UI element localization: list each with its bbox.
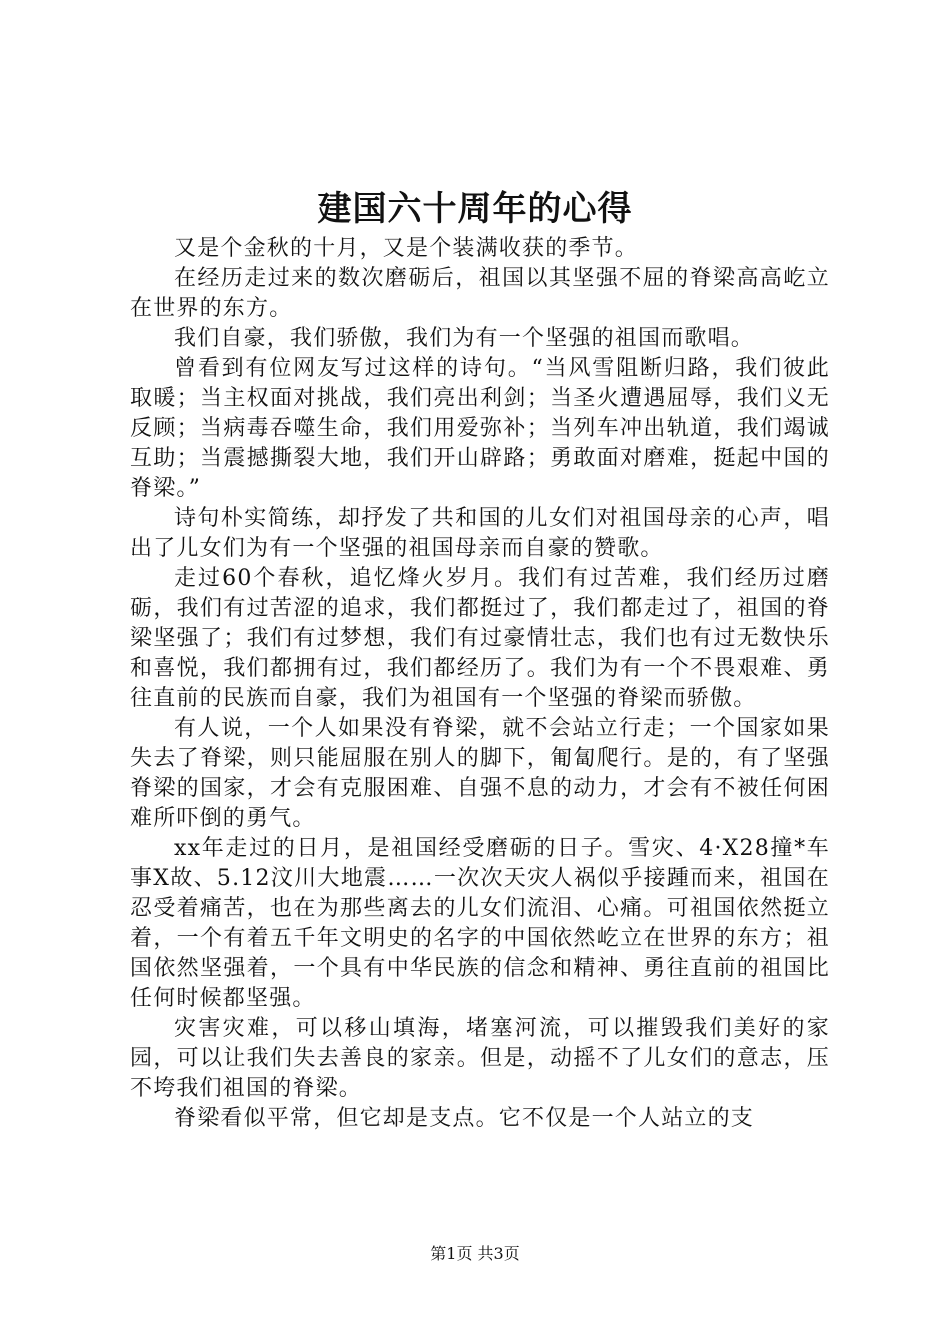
document-title: 建国六十周年的心得: [317, 189, 633, 229]
paragraph: 走过60个春秋，追忆烽火岁月。我们有过苦难，我们经历过磨砺，我们有过苦涩的追求，我们都挺过了，我们都走过了，祖国的脊梁坚强了；我们有过梦想，我们有过豪情壮志，我们也有过无数快乐和喜悦，我们都拥有过，我们都经历了。我们为有一个不畏艰难、勇往直前的民族而自豪，我们为祖国有一个坚强的脊梁而骄傲。: [130, 566, 830, 711]
paragraph: 有人说，一个人如果没有脊梁，就不会站立行走；一个国家如果失去了脊梁，则只能屈服在别人的脚下，匍匐爬行。是的，有了坚强脊梁的国家，才会有克服困难、自强不息的动力，才会有不被任何困难所吓倒的勇气。: [130, 716, 830, 831]
paragraph: 又是个金秋的十月，又是个装满收获的季节。: [174, 236, 639, 261]
paragraph: 曾看到有位网友写过这样的诗句。“当风雪阻断归路，我们彼此取暖；当主权面对挑战，我们亮出利剑；当圣火遭遇屈辱，我们义无反顾；当病毒吞噬生命，我们用爱弥补；当列车冲出轨道，我们竭诚互助；当震撼撕裂大地，我们开山辟路；勇敢面对磨难，挺起中国的脊梁。”: [130, 356, 830, 501]
paragraph: xx年走过的日月，是祖国经受磨砺的日子。雪灾、4·X28撞*车事X故、5.12汶川大地震……一次次天灾人祸似乎接踵而来，祖国在忍受着痛苦，也在为那些离去的儿女们流泪、心痛。可祖国依然挺立着，一个有着五千年文明史的名字的中国依然屹立在世界的东方；祖国依然坚强着，一个具有中华民族的信念和精神、勇往直前的祖国比任何时候都坚强。: [130, 836, 830, 1011]
document-body: [130, 234, 830, 1134]
paragraph: 脊梁看似平常，但它却是支点。它不仅是一个人站立的支: [174, 1106, 755, 1131]
page-number-footer: 第1页 共3页: [430, 1244, 520, 1263]
paragraph: 灾害灾难，可以移山填海，堵塞河流，可以摧毁我们美好的家园，可以让我们失去善良的家亲。但是，动摇不了儿女们的意志，压不垮我们祖国的脊梁。: [130, 1016, 830, 1101]
paragraph: 在经历走过来的数次磨砺后，祖国以其坚强不屈的脊梁高高屹立在世界的东方。: [130, 266, 830, 321]
paragraph: 我们自豪，我们骄傲，我们为有一个坚强的祖国而歌唱。: [174, 326, 755, 351]
paragraph: 诗句朴实简练，却抒发了共和国的儿女们对祖国母亲的心声，唱出了儿女们为有一个坚强的祖国母亲而自豪的赞歌。: [130, 506, 830, 561]
